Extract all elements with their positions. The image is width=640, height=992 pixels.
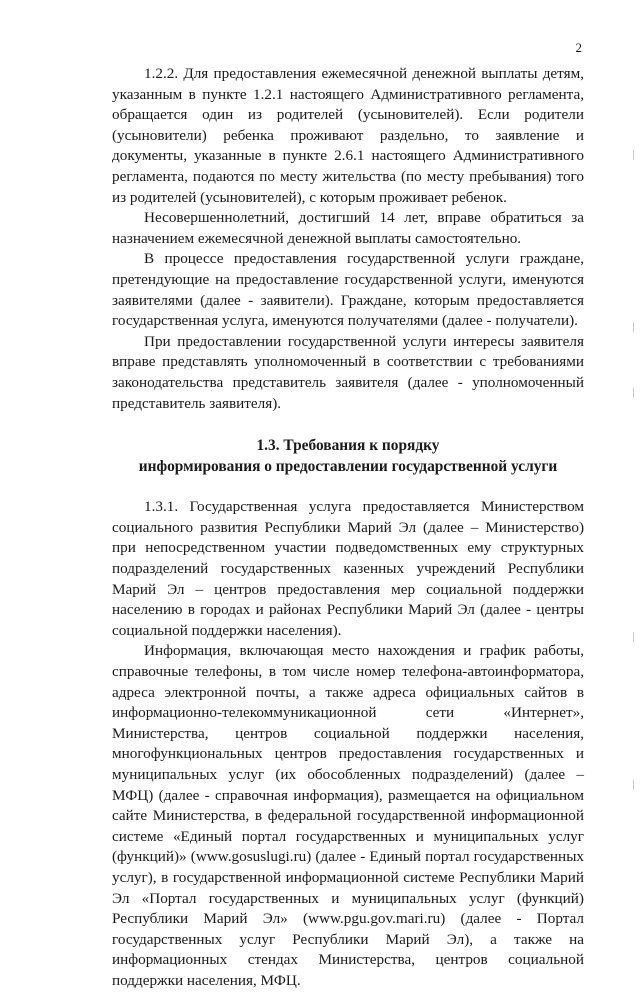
paragraph-reference-information: Информация, включающая место нахождения и график работы, справочные телефоны, в том числе номер телефона-автоинформатора, адреса электронной почты, а также адреса официальных сайтов в информационно-телекоммуникационной сети «Интернет», Министерства, центров социальной поддержки населения, многофункциональных центров предоставления государственных и муниципальных услуг (их обособленных подразделений) (далее – МФЦ) (далее - справочная информация), размещается на официальном сайте Министерства, в федеральной государственной информационной системе «Единый портал государственных и муниципальных услуг (функций)» (www.gosuslugi.ru) (далее - Единый портал государственных услуг), в государственной информационной системе Республики Марий Эл «Портал государственных и муниципальных услуг (функций) Республики Марий Эл» (www.pgu.gov.mari.ru) (далее - Портал государственных услуг Республики Марий Эл), а также на информационных стендах Министерства, центров социальной поддержки населения, МФЦ. bbox=[112, 642, 584, 989]
scan-edge-mark bbox=[633, 322, 634, 332]
paragraph-1-2-2: 1.2.2. Для предоставления ежемесячной денежной выплаты детям, указанным в пункте 1.2.1 настоящего Административного регламента, обращается один из родителей (усыновителей). Если родители (усыновители) ребенка проживают раздельно, то заявление и документы, указанные в пункте 2.6.1 настоящего Административного регламента, подаются по месту жительства (по месту пребывания) того из родителей (усыновителей), с которым проживает ребенок. bbox=[112, 65, 584, 206]
section-heading-line-1: 1.3. Требования к порядку bbox=[256, 437, 440, 455]
section-heading bbox=[112, 436, 584, 477]
paragraph-applicants-definition: В процессе предоставления государственной услуги граждане, претендующие на предоставление государственной услуги, именуются заявителями (далее - заявители). Граждане, которым предоставляется государственная услуга, именуются получателями (далее - получатели). bbox=[112, 250, 584, 330]
page-number: 2 bbox=[575, 40, 582, 55]
scan-edge-mark bbox=[633, 388, 634, 398]
scan-edge-mark bbox=[633, 150, 634, 160]
scan-edge-mark bbox=[633, 780, 634, 790]
scan-edge-mark bbox=[633, 632, 634, 642]
paragraph-1-3-1: 1.3.1. Государственная услуга предоставляется Министерством социального развития Республики Марий Эл (далее – Министерство) при непосредственном участии подведомственных ему структурных подразделений государственных казенных учреждений Республики Марий Эл – центров предоставления мер социальной поддержки населению в городах и районах Республики Марий Эл (далее - центры социальной поддержки населения). bbox=[112, 498, 584, 639]
document-body bbox=[112, 64, 584, 992]
paragraph-authorized-representative: При предоставлении государственной услуги интересы заявителя вправе представлять уполномоченный в соответствии с требованиями законодательства представитель заявителя (далее - уполномоченный представитель заявителя). bbox=[112, 332, 584, 412]
paragraph-minor-applicant: Несовершеннолетний, достигший 14 лет, вправе обратиться за назначением ежемесячной денежной выплаты самостоятельно. bbox=[112, 209, 584, 247]
section-heading-line-2: информирования о предоставлении государственной услуги bbox=[138, 457, 558, 475]
